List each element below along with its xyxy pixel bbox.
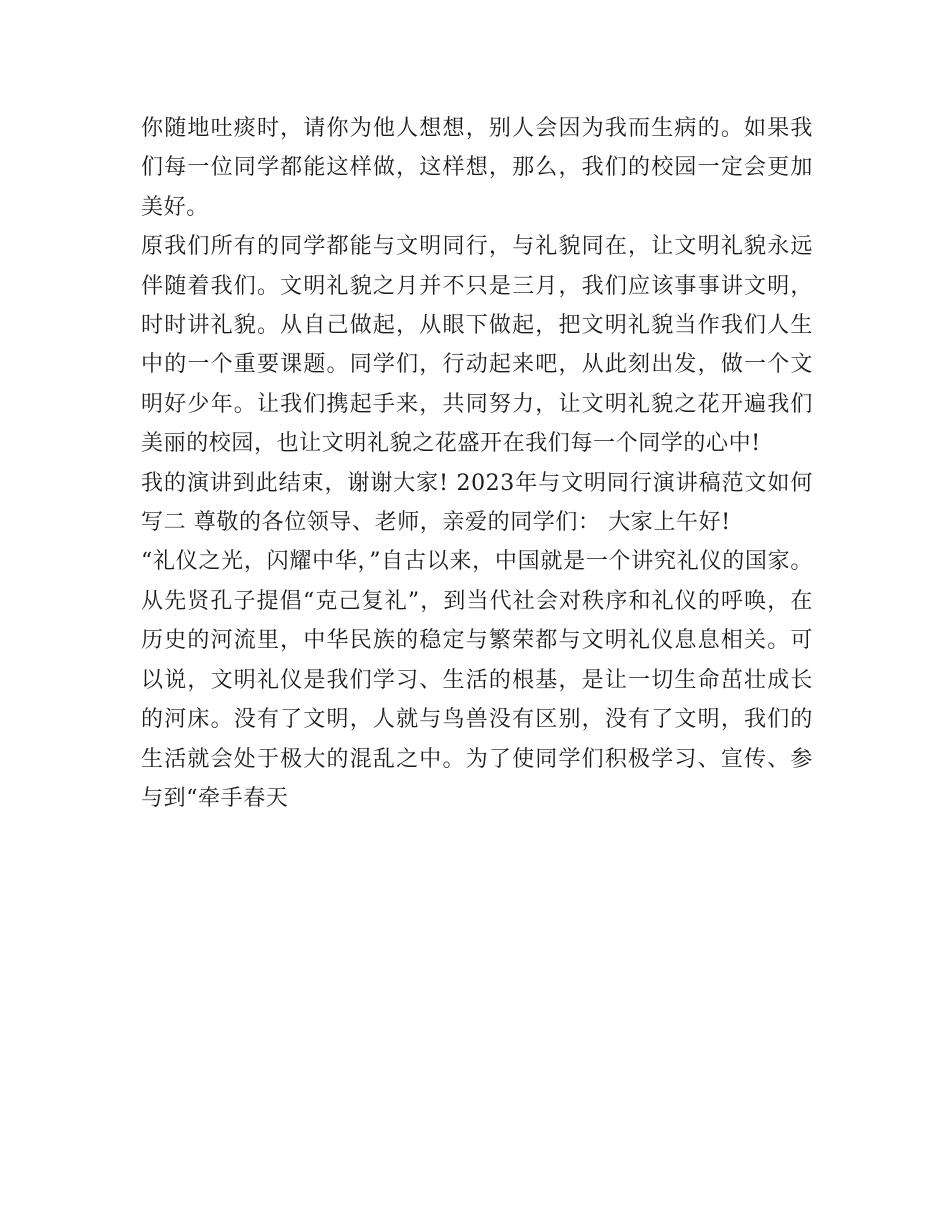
paragraph-wish: 原我们所有的同学都能与文明同行，与礼貌同在，让文明礼貌永远伴随着我们。文明礼貌之月并不只是三月，我们应该事事讲文明，时时讲礼貌。从自己做起，从眼下做起，把文明礼貌当作我们人生中的一个重要课题。同学们，行动起来吧，从此刻出发，做一个文明好少年。让我们携起手来，共同努力，让文明礼貌之花开遍我们美丽的校园，也让文明礼貌之花盛开在我们每一个同学的心中! [141,234,813,457]
paragraph-spitting: 你随地吐痰时，请你为他人想想，别人会因为我而生病的。如果我们每一位同学都能这样做，这样想，那么，我们的校园一定会更加美好。 [141,116,813,220]
paragraph-closing-and-greeting: 我的演讲到此结束，谢谢大家! 2023年与文明同行演讲稿范文如何写二 尊敬的各位领导、老师，亲爱的同学们： 大家上午好! [141,470,813,536]
paragraph-etiquette: “礼仪之光，闪耀中华，”自古以来，中国就是一个讲究礼仪的国家。从先贤孔子提倡“克己复礼”，到当代社会对秩序和礼仪的呼唤，在历史的河流里，中华民族的稳定与繁荣都与文明礼仪息息相关。可以说，文明礼仪是我们学习、生活的根基，是让一切生命茁壮成长的河床。没有了文明，人就与鸟兽没有区别，没有了文明，我们的生活就会处于极大的混乱之中。为了使同学们积极学习、宣传、参与到“牵手春天 [141,549,813,811]
document-page [141,109,813,818]
